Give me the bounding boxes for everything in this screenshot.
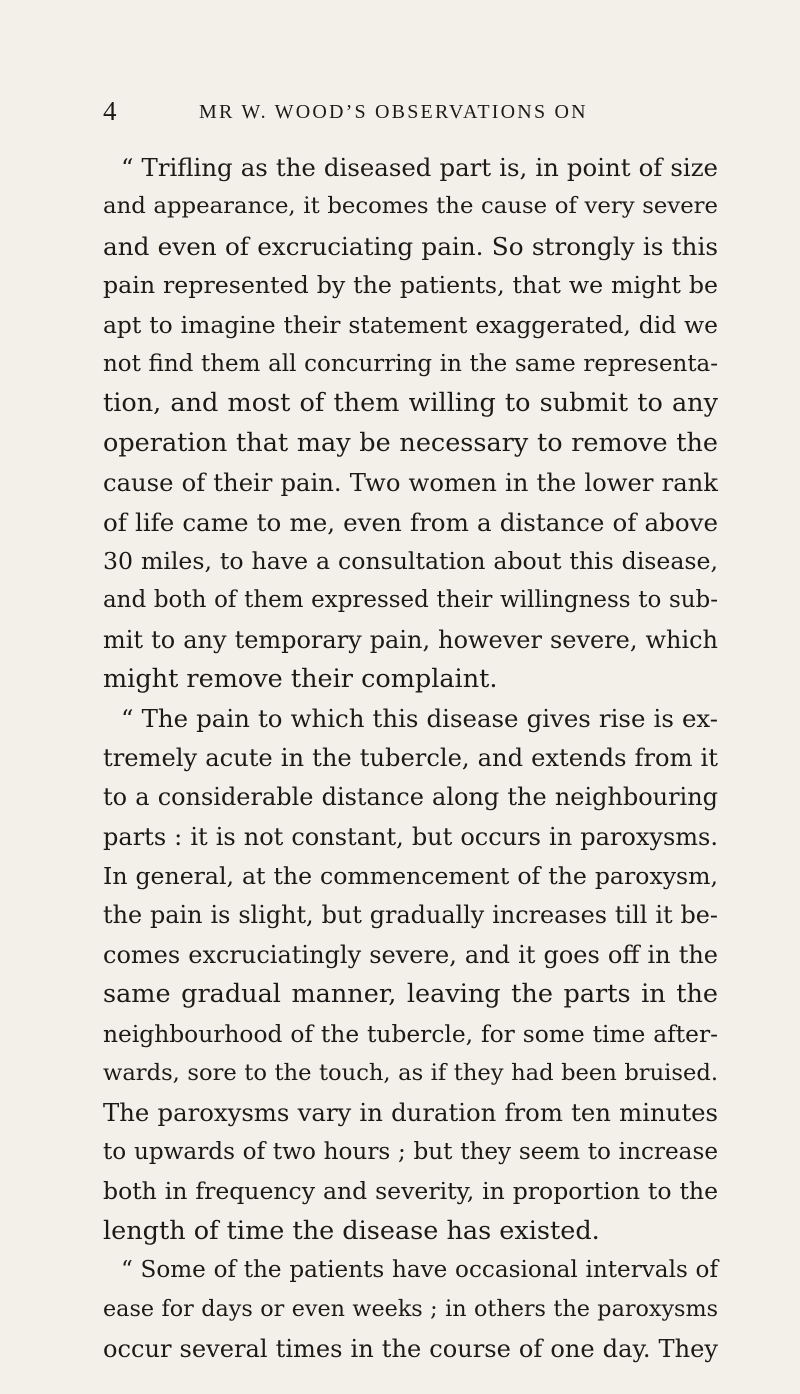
text-line: and both of them expressed their willingness to sub-: [103, 587, 718, 614]
text-line: “ Trifling as the diseased part is, in point of size: [121, 153, 718, 182]
text-line: and appearance, it becomes the cause of very severe: [103, 193, 718, 220]
running-head: [103, 96, 733, 126]
text-line: The paroxysms vary in duration from ten minutes: [103, 1098, 718, 1128]
text-line: parts : it is not constant, but occurs in paroxysms.: [103, 822, 718, 851]
text-line: wards, sore to the touch, as if they had been bruised.: [103, 1059, 718, 1086]
text-line: both in frequency and severity, in proportion to the: [103, 1177, 718, 1206]
text-line: “ The pain to which this disease gives rise is ex-: [121, 704, 718, 734]
text-line: comes excruciatingly severe, and it goes off in the: [103, 940, 718, 969]
text-line: the pain is slight, but gradually increases till it be-: [103, 901, 718, 930]
text-line: length of time the disease has existed.: [103, 1215, 600, 1246]
text-line: not find them all concurring in the same representa-: [103, 350, 718, 377]
text-line: occur several times in the course of one day. They: [103, 1334, 718, 1363]
text-line: In general, at the commencement of the paroxysm,: [103, 862, 718, 891]
text-line: apt to imagine their statement exaggerated, did we: [103, 310, 718, 339]
text-line: ease for days or even weeks ; in others the paroxysms: [103, 1296, 718, 1323]
body-text: [103, 148, 718, 1369]
text-line: tremely acute in the tubercle, and extends from it: [103, 743, 718, 772]
text-line: to upwards of two hours ; but they seem to increase: [103, 1138, 718, 1165]
text-line: same gradual manner, leaving the parts in the: [103, 979, 718, 1010]
text-line: operation that may be necessary to remove the: [103, 427, 718, 458]
text-line: neighbourhood of the tubercle, for some time after-: [103, 1019, 718, 1048]
text-line: “ Some of the patients have occasional intervals of: [121, 1256, 718, 1283]
text-line: mit to any temporary pain, however severe, which: [103, 625, 718, 654]
text-line: and even of excruciating pain. So strongly is this: [103, 231, 718, 261]
page-number: 4: [103, 96, 117, 126]
text-line: of life came to me, even from a distance of above: [103, 507, 718, 537]
text-line: 30 miles, to have a consultation about this disease,: [103, 546, 718, 575]
text-line: might remove their complaint.: [103, 664, 498, 695]
text-line: to a considerable distance along the neighbouring: [103, 783, 718, 812]
text-line: tion, and most of them willing to submit to any: [103, 388, 718, 419]
running-title: MR W. WOOD’S OBSERVATIONS ON: [199, 101, 588, 123]
text-line: pain represented by the patients, that we might be: [103, 271, 718, 300]
text-line: cause of their pain. Two women in the lower rank: [103, 468, 718, 498]
